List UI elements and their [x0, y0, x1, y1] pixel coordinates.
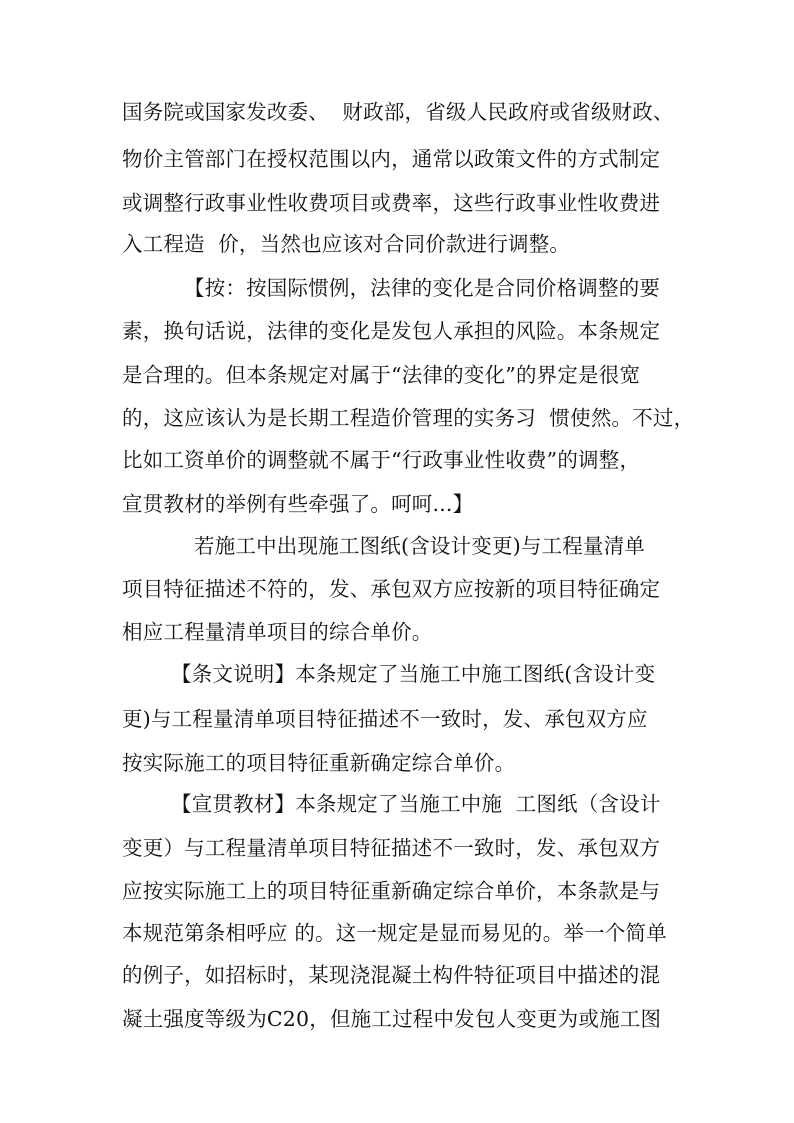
text-line: 的例子，如招标时，某现浇混凝土构件特征项目中描述的混: [122, 963, 661, 987]
text-line: 项目特征描述不符的，发、承包双方应按新的项目特征确定: [122, 577, 661, 601]
text-line: 更)与工程量清单项目特征描述不一致时，发、承包双方应: [122, 707, 648, 731]
text-line: 若施工中出现施工图纸(含设计变更)与工程量清单: [194, 534, 646, 558]
text-line: 相应工程量清单项目的综合单价。: [122, 620, 433, 644]
text-line: 【宣贯教材】本条规定了当施工中施 工图纸（含设计: [171, 792, 661, 816]
text-line: 【条文说明】本条规定了当施工中施工图纸(含设计变: [171, 662, 656, 686]
text-line: 【按：按国际惯例，法律的变化是合同价格调整的要: [184, 276, 661, 300]
text-line: 物价主管部门在授权范围以内，通常以政策文件的方式制定: [122, 147, 661, 171]
text-line: 变更）与工程量清单项目特征描述不一致时，发、承包双方: [122, 836, 661, 860]
text-line: 是合理的。但本条规定对属于“法律的变化”的界定是很宽: [122, 363, 641, 387]
text-line: 或调整行政事业性收费项目或费率，这些行政事业性收费进: [122, 191, 661, 215]
text-line: 素，换句话说，法律的变化是发包人承担的风险。本条规定: [122, 319, 661, 343]
text-line: 的，这应该认为是长期工程造价管理的实务习 惯使然。不过，: [122, 406, 695, 430]
text-line: 应按实际施工上的项目特征重新确定综合单价，本条款是与: [122, 879, 661, 903]
text-line: 入工程造 价，当然也应该对合同价款进行调整。: [122, 232, 571, 256]
text-line: 比如工资单价的调整就不属于“行政事业性收费”的调整，: [122, 448, 641, 472]
text-line: 凝土强度等级为C20，但施工过程中发包人变更为或施工图: [122, 1007, 662, 1031]
text-line: 本规范第条相呼应 的。这一规定是显而易见的。举一个简单: [122, 921, 667, 945]
text-line: 按实际施工的项目特征重新确定综合单价。: [122, 751, 516, 775]
text-line: 国务院或国家发改委、 财政部，省级人民政府或省级财政、: [122, 100, 674, 124]
text-line: 宣贯教材的举例有些牵强了。呵呵...】: [122, 492, 474, 516]
